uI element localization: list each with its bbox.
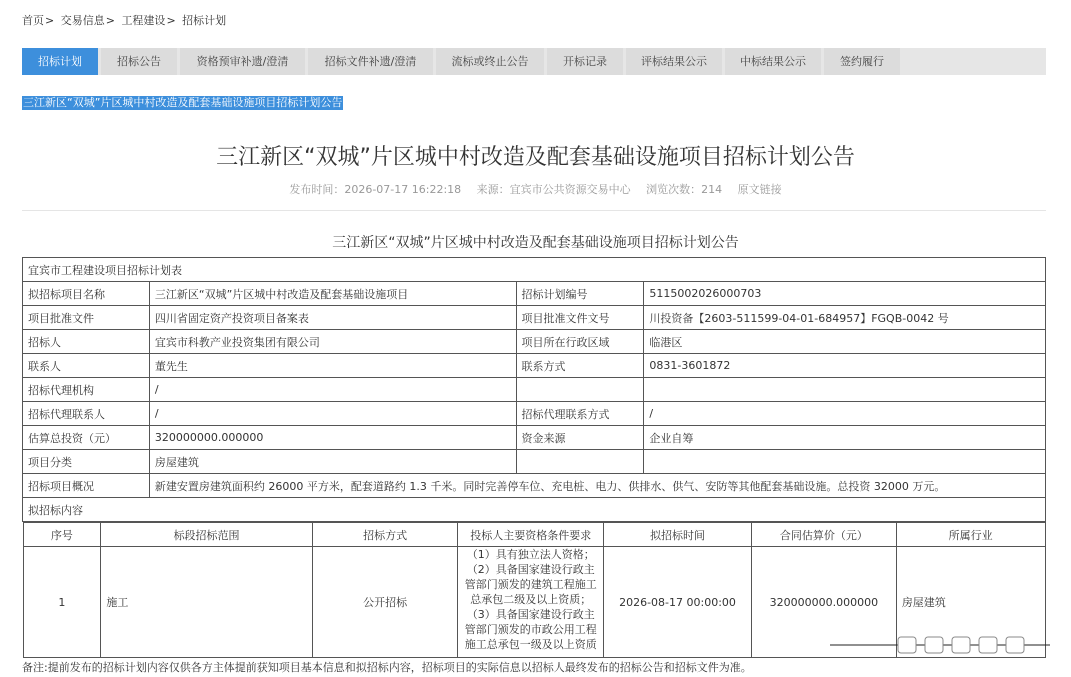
table-row — [23, 306, 1046, 330]
table-cell: 招标计划编号 — [516, 282, 644, 306]
breadcrumb-engineering[interactable]: 工程建设 — [121, 14, 166, 27]
table-cell: / — [149, 402, 516, 426]
table-row — [23, 498, 1046, 522]
cell-requirements — [458, 547, 604, 658]
tab-bar — [22, 48, 1046, 75]
tab-contract[interactable]: 签约履行 — [824, 48, 900, 75]
table-cell — [516, 450, 644, 474]
tab-doc-clarification[interactable]: 招标文件补遗/澄清 — [308, 48, 433, 75]
table-cell: 联系人 — [23, 354, 150, 378]
tab-opening-record[interactable]: 开标记录 — [547, 48, 623, 75]
page-title: 三江新区“双城”片区城中村改造及配套基础设施项目招标计划公告 — [216, 145, 855, 170]
table-cell: 估算总投资（元） — [23, 426, 150, 450]
table-cell — [644, 450, 1046, 474]
table-cell: 项目所在行政区域 — [516, 330, 644, 354]
table-cell: 四川省固定资产投资项目备案表 — [149, 306, 516, 330]
cell-time: 2026-08-17 00:00:00 — [604, 547, 752, 658]
tab-prequal-clarification[interactable]: 资格预审补遗/澄清 — [180, 48, 305, 75]
table-cell: 招标项目概况 — [23, 474, 150, 498]
source: 来源：宜宾市公共资源交易中心 — [476, 183, 631, 196]
table-cell: 项目批准文件文号 — [516, 306, 644, 330]
content-label: 拟招标内容 — [23, 498, 1046, 522]
table-row — [23, 402, 1046, 426]
footnote: 备注:提前发布的招标计划内容仅供各方主体提前获知项目基本信息和拟招标内容，招标项目的实际信息以招标人最终发布的招标公告和招标文件为准。 — [22, 661, 752, 674]
table-cell — [516, 378, 644, 402]
table-row — [23, 426, 1046, 450]
table-cell: 联系方式 — [516, 354, 644, 378]
table-cell: 拟招标项目名称 — [23, 282, 150, 306]
requirement-2: （2）具备国家建设行政主管部门颁发的建筑工程施工总承包二级及以上资质； — [464, 563, 597, 606]
table-cell — [644, 378, 1046, 402]
table-cell: 项目分类 — [23, 450, 150, 474]
header-price: 合同估算价（元） — [751, 523, 896, 547]
content-title: 三江新区“双城”片区城中村改造及配套基础设施项目招标计划公告 — [332, 235, 739, 251]
table-cell: 宜宾市科教产业投资集团有限公司 — [149, 330, 516, 354]
tab-failed-bid[interactable]: 流标或终止公告 — [436, 48, 544, 75]
tab-evaluation-result[interactable]: 评标结果公示 — [626, 48, 722, 75]
scroll-handle[interactable] — [925, 637, 943, 653]
table-cell: 招标代理联系方式 — [516, 402, 644, 426]
header-no: 序号 — [23, 523, 101, 547]
breadcrumb-home[interactable]: 首页 — [22, 14, 44, 27]
breadcrumb: 首页> 交易信息> 工程建设> 招标计划 — [22, 14, 227, 27]
publish-time: 发布时间：2026-07-17 16:22:18 — [289, 183, 462, 196]
header-method: 招标方式 — [312, 523, 458, 547]
table-row — [23, 354, 1046, 378]
article-meta — [0, 181, 1071, 197]
scroll-handle[interactable] — [898, 637, 916, 653]
table-row — [23, 282, 1046, 306]
table-cell: 招标代理联系人 — [23, 402, 150, 426]
overview-value: 新建安置房建筑面积约 26000 平方米，配套道路约 1.3 千米。同时完善停车位、充电桩、电力、供排水、供气、安防等其他配套基础设施。总投资 32000 万元。 — [149, 474, 1045, 498]
table-row — [23, 378, 1046, 402]
header-time: 拟招标时间 — [604, 523, 752, 547]
table-cell: 房屋建筑 — [149, 450, 516, 474]
table-cell: 招标代理机构 — [23, 378, 150, 402]
divider — [22, 210, 1046, 211]
table-cell: 0831-3601872 — [644, 354, 1046, 378]
cell-price: 320000000.000000 — [751, 547, 896, 658]
scroll-handle[interactable] — [1006, 637, 1024, 653]
table-cell: 董先生 — [149, 354, 516, 378]
table-cell: 5115002026000703 — [644, 282, 1046, 306]
table-cell: 三江新区“双城”片区城中村改造及配套基础设施项目 — [149, 282, 516, 306]
table-row — [23, 474, 1046, 498]
breadcrumb-current: 招标计划 — [182, 14, 227, 27]
table-header-row — [23, 523, 1045, 547]
table-cell: 资金来源 — [516, 426, 644, 450]
tab-award-result[interactable]: 中标结果公示 — [725, 48, 821, 75]
bid-plan-table — [22, 257, 1046, 658]
cell-no: 1 — [23, 547, 101, 658]
table-cell: 320000000.000000 — [149, 426, 516, 450]
cell-industry: 房屋建筑 — [896, 547, 1045, 658]
table-row — [23, 450, 1046, 474]
original-link[interactable]: 原文链接 — [737, 183, 782, 196]
table-row — [23, 330, 1046, 354]
header-requirements: 投标人主要资格条件要求 — [458, 523, 604, 547]
cell-method: 公开招标 — [312, 547, 458, 658]
table-cell: 川投资备【2603-511599-04-01-684957】FGQB-0042 号 — [644, 306, 1046, 330]
requirement-3: （3）具备国家建设行政主管部门颁发的市政公用工程施工总承包一级及以上资质 — [464, 608, 597, 651]
table-cell: / — [149, 378, 516, 402]
table-caption: 宜宾市工程建设项目招标计划表 — [23, 258, 1046, 282]
horizontal-scrollbar[interactable] — [830, 633, 1050, 657]
breadcrumb-trade-info[interactable]: 交易信息 — [60, 14, 105, 27]
table-row — [23, 258, 1046, 282]
table-cell: / — [644, 402, 1046, 426]
table-cell: 项目批准文件 — [23, 306, 150, 330]
tab-bid-plan[interactable]: 招标计划 — [22, 48, 98, 75]
scroll-handle[interactable] — [952, 637, 970, 653]
table-cell: 招标人 — [23, 330, 150, 354]
header-scope: 标段招标范围 — [101, 523, 312, 547]
scroll-handle[interactable] — [979, 637, 997, 653]
view-count: 浏览次数：214 — [646, 183, 723, 196]
header-industry: 所属行业 — [896, 523, 1045, 547]
table-cell: 企业自筹 — [644, 426, 1046, 450]
cell-scope: 施工 — [101, 547, 312, 658]
selected-title-text: 三江新区“双城”片区城中村改造及配套基础设施项目招标计划公告 — [23, 96, 343, 109]
table-cell: 临港区 — [644, 330, 1046, 354]
requirement-1: （1）具有独立法人资格； — [466, 548, 595, 561]
tab-bid-announcement[interactable]: 招标公告 — [101, 48, 177, 75]
